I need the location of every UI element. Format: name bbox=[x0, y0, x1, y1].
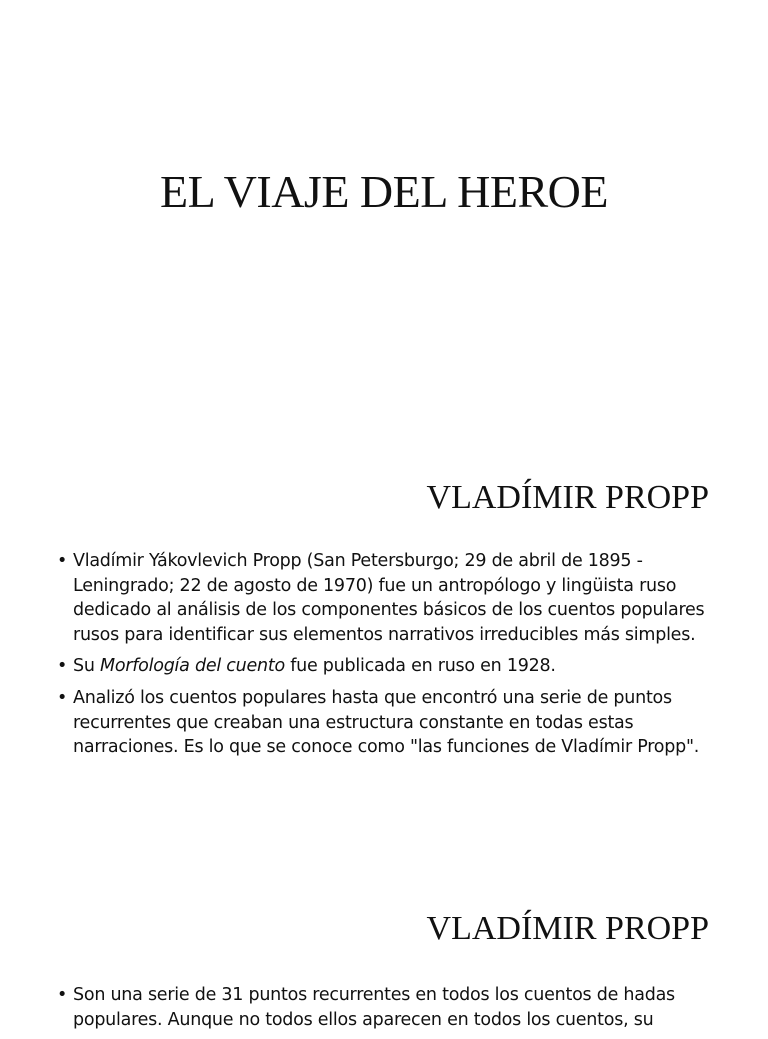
bullet-icon: • bbox=[57, 551, 68, 571]
presentation-title: EL VIAJE DEL HEROE bbox=[160, 166, 608, 217]
bullet-icon: • bbox=[57, 985, 68, 1005]
bullet-text: Analizó los cuentos populares hasta que encontró una serie de puntos recurrentes que creaban una estructura constante en todas estas narraciones. Es lo que se conoce como "las funciones de Vladímir Propp". bbox=[73, 687, 700, 758]
bullet-item bbox=[57, 549, 737, 647]
bullet-text: Son una serie de 31 puntos recurrentes en todos los cuentos de hadas populares. Aunque no todos ellos aparecen en todos los cuentos, su bbox=[73, 985, 675, 1030]
bullet-text: Vladímir Yákovlevich Propp (San Petersburgo; 29 de abril de 1895 - Leningrado; 22 de agosto de 1970) fue un antropólogo y lingüista ruso dedicado al análisis de los componentes básicos de los cuentos populares rusos para identificar sus elementos narrativos irreducibles más simples. bbox=[73, 551, 705, 645]
bullet-item bbox=[57, 686, 737, 760]
bullet-item bbox=[57, 983, 737, 1032]
bullet-text-suffix: fue publicada en ruso en 1928. bbox=[284, 656, 556, 677]
slide-heading: VLADÍMIR PROPP bbox=[426, 910, 709, 947]
bullet-icon: • bbox=[57, 687, 68, 708]
bullet-list bbox=[57, 983, 737, 1039]
bullet-text-prefix: Su bbox=[73, 656, 101, 677]
bullet-icon: • bbox=[57, 656, 68, 677]
bullet-list bbox=[57, 549, 737, 767]
bullet-item bbox=[57, 654, 737, 679]
title-slide bbox=[0, 0, 768, 432]
propp-slide-2 bbox=[0, 864, 768, 1030]
propp-slide-1 bbox=[0, 432, 768, 864]
slide-heading: VLADÍMIR PROPP bbox=[426, 479, 709, 516]
book-title: Morfología del cuento bbox=[100, 656, 285, 677]
